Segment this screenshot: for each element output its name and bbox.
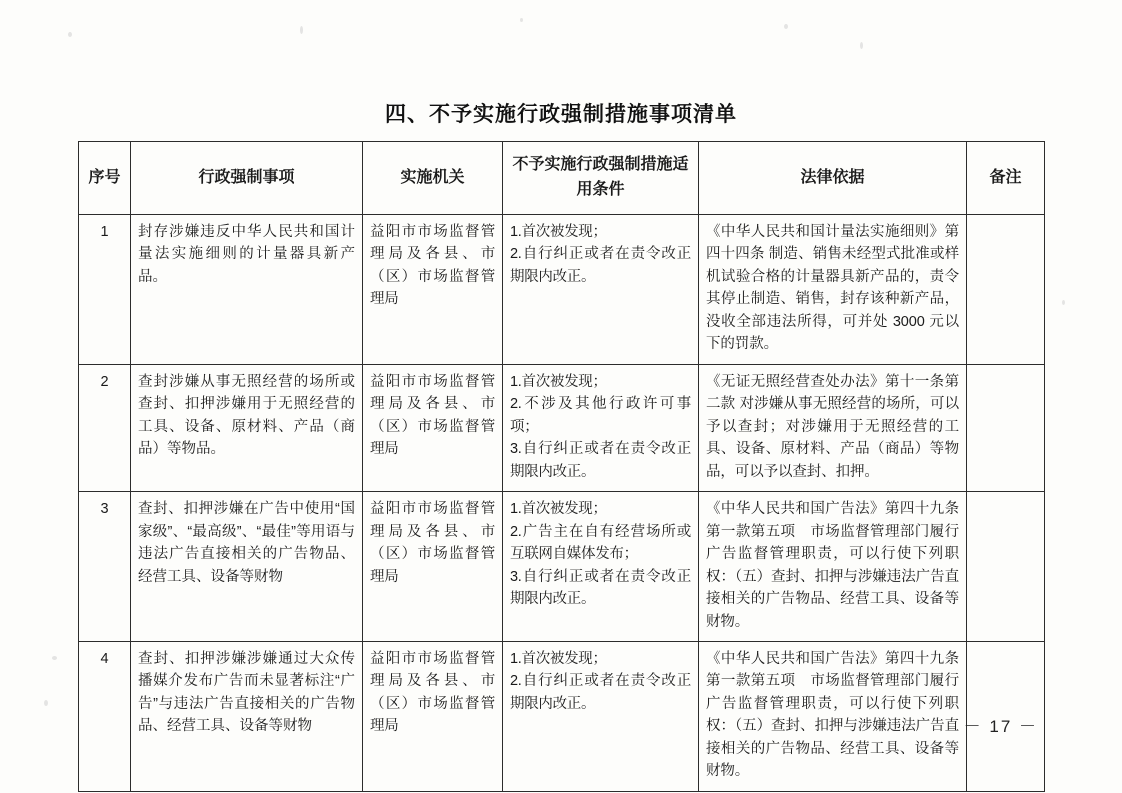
column-header-note: 备注 [967, 142, 1045, 215]
cell-item: 查封涉嫌从事无照经营的场所或查封、扣押涉嫌用于无照经营的工具、设备、原材料、产品（商品）等物品。 [131, 364, 363, 491]
scan-speck [520, 18, 523, 22]
scan-speck [300, 26, 303, 34]
cell-item: 查封、扣押涉嫌在广告中使用“国家级”、“最高级”、“最佳”等用语与违法广告直接相关的广告物品、经营工具、设备等财物 [131, 492, 363, 642]
column-header-law: 法律依据 [699, 142, 967, 215]
cell-seq: 3 [79, 492, 131, 642]
cell-org: 益阳市市场监督管理局及各县、市（区）市场监督管理局 [363, 364, 503, 491]
administrative-enforcement-table [78, 141, 1045, 792]
table-body [79, 215, 1045, 792]
cell-note [967, 364, 1045, 491]
cell-seq: 2 [79, 364, 131, 491]
scan-speck [860, 42, 863, 49]
cell-note [967, 492, 1045, 642]
cell-law: 《中华人民共和国广告法》第四十九条第一款第五项 市场监督管理部门履行广告监督管理职责，可以行使下列职权：（五）查封、扣押与涉嫌违法广告直接相关的广告物品、经营工具、设备等财物。 [699, 492, 967, 642]
scan-speck [68, 32, 72, 37]
table-row [79, 641, 1045, 791]
table-row [79, 215, 1045, 365]
cell-seq: 4 [79, 641, 131, 791]
table-header-row [79, 142, 1045, 215]
page-title: 四、不予实施行政强制措施事项清单 [385, 103, 737, 126]
cell-org: 益阳市市场监督管理局及各县、市（区）市场监督管理局 [363, 492, 503, 642]
cell-conditions: 1.首次被发现； 2.自行纠正或者在责令改正期限内改正。 [503, 641, 699, 791]
scan-speck [52, 656, 57, 660]
cell-item: 封存涉嫌违反中华人民共和国计量法实施细则的计量器具新产品。 [131, 215, 363, 365]
column-header-item: 行政强制事项 [131, 142, 363, 215]
cell-conditions: 1.首次被发现； 2.不涉及其他行政许可事项； 3.自行纠正或者在责令改正期限内改正。 [503, 364, 699, 491]
column-header-seq: 序号 [79, 142, 131, 215]
cell-law: 《无证无照经营查处办法》第十一条第二款 对涉嫌从事无照经营的场所，可以予以查封；对涉嫌用于无照经营的工具、设备、原材料、产品（商品）等物品，可以予以查封、扣押。 [699, 364, 967, 491]
cell-law: 《中华人民共和国广告法》第四十九条第一款第五项 市场监督管理部门履行广告监督管理职责，可以行使下列职权：（五）查封、扣押与涉嫌违法广告直接相关的广告物品、经营工具、设备等财物。 [699, 641, 967, 791]
cell-item: 查封、扣押涉嫌涉嫌通过大众传播媒介发布广告而未显著标注“广告”与违法广告直接相关的广告物品、经营工具、设备等财物 [131, 641, 363, 791]
scan-speck [44, 700, 48, 706]
table-row [79, 492, 1045, 642]
cell-note [967, 215, 1045, 365]
cell-seq: 1 [79, 215, 131, 365]
scan-speck [1062, 300, 1065, 305]
cell-conditions: 1.首次被发现； 2.自行纠正或者在责令改正期限内改正。 [503, 215, 699, 365]
column-header-org: 实施机关 [363, 142, 503, 215]
cell-org: 益阳市市场监督管理局及各县、市（区）市场监督管理局 [363, 641, 503, 791]
table-row [79, 364, 1045, 491]
scan-speck [784, 24, 788, 29]
cell-org: 益阳市市场监督管理局及各县、市（区）市场监督管理局 [363, 215, 503, 365]
cell-conditions: 1.首次被发现； 2.广告主在自有经营场所或互联网自媒体发布； 3.自行纠正或者在责令改正期限内改正。 [503, 492, 699, 642]
page-number: － 17 － [963, 717, 1038, 736]
cell-law: 《中华人民共和国计量法实施细则》第四十四条 制造、销售未经型式批准或样机试验合格的计量器具新产品的，责令其停止制造、销售，封存该种新产品，没收全部违法所得，可并处 3000 元以下的罚款。 [699, 215, 967, 365]
column-header-conditions: 不予实施行政强制措施适用条件 [503, 142, 699, 215]
